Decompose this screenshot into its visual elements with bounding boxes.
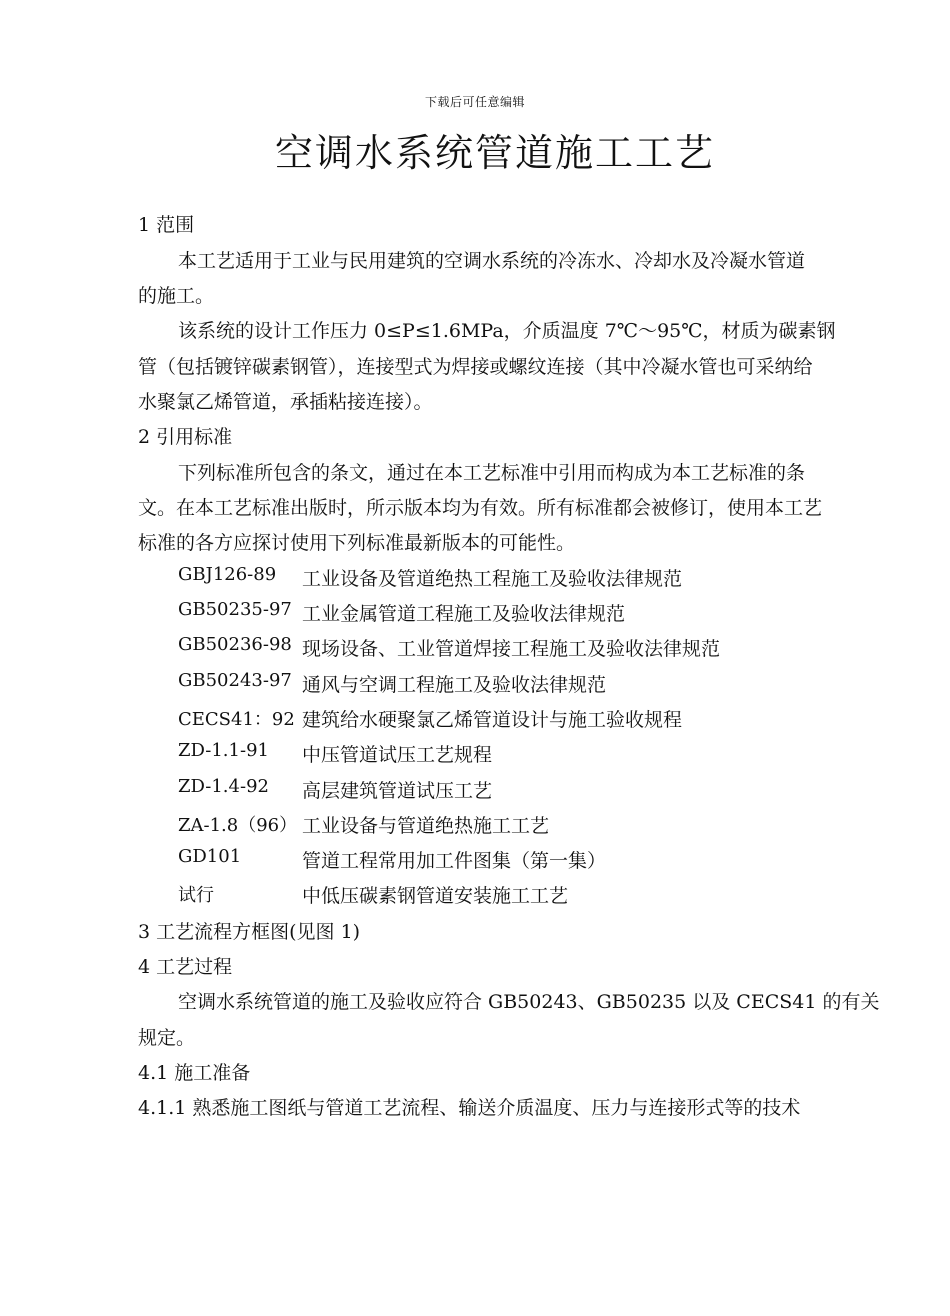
- section-1-heading: 1 范围: [138, 214, 195, 236]
- standard-name: 中压管道试压工艺规程: [302, 744, 493, 766]
- standard-name: 工业设备与管道绝热施工工艺: [302, 815, 550, 837]
- paragraph-line: 管（包括镀锌碳素钢管），连接型式为焊接或螺纹连接（其中冷凝水管也可采纳给: [138, 356, 813, 378]
- section-2-heading: 2 引用标准: [138, 426, 233, 448]
- header-note: 下载后可任意编辑: [424, 95, 525, 109]
- standard-code: ZD-1.4-92: [178, 776, 269, 797]
- standard-name: 中低压碳素钢管道安装施工工艺: [302, 885, 569, 907]
- paragraph-line: 该系统的设计工作压力 0≤P≤1.6MPa，介质温度 7℃～95℃，材质为碳素钢: [178, 320, 836, 342]
- standard-name: 管道工程常用加工件图集（第一集）: [302, 850, 607, 872]
- paragraph-line: 规定。: [138, 1027, 196, 1049]
- section-3-heading: 3 工艺流程方框图(见图 1): [138, 921, 361, 943]
- standard-code: 试行: [178, 885, 214, 906]
- paragraph-line: 水聚氯乙烯管道，承插粘接连接）。: [138, 391, 433, 413]
- section-4-heading: 4 工艺过程: [138, 956, 233, 978]
- subsection-4-1-heading: 4.1 施工准备: [138, 1062, 251, 1084]
- standard-name: 现场设备、工业管道焊接工程施工及验收法律规范: [302, 638, 721, 660]
- standard-name: 工业金属管道工程施工及验收法律规范: [302, 603, 626, 625]
- standard-code: GB50236-98: [178, 634, 292, 655]
- paragraph-line: 空调水系统管道的施工及验收应符合 GB50243、GB50235 以及 CECS41 的有关: [178, 991, 880, 1013]
- page-title: 空调水系统管道施工工艺: [274, 131, 715, 175]
- paragraph-line: 文。在本工艺标准出版时，所示版本均为有效。所有标准都会被修订，使用本工艺: [138, 497, 823, 519]
- standard-name: 建筑给水硬聚氯乙烯管道设计与施工验收规程: [302, 709, 683, 731]
- paragraph-line: 下列标准所包含的条文，通过在本工艺标准中引用而构成为本工艺标准的条: [178, 462, 806, 484]
- standard-code: GB50235-97: [178, 599, 292, 620]
- paragraph-line: 标准的各方应探讨使用下列标准最新版本的可能性。: [138, 532, 576, 554]
- standard-name: 高层建筑管道试压工艺: [302, 780, 493, 802]
- standard-code: GD101: [178, 846, 242, 867]
- subsection-4-1-1-line: 4.1.1 熟悉施工图纸与管道工艺流程、输送介质温度、压力与连接形式等的技术: [138, 1097, 801, 1119]
- standard-name: 通风与空调工程施工及验收法律规范: [302, 674, 607, 696]
- standard-code: GB50243-97: [178, 670, 292, 691]
- standard-code: ZD-1.1-91: [178, 740, 269, 761]
- standard-code: CECS41：92: [178, 709, 295, 730]
- paragraph-line: 本工艺适用于工业与民用建筑的空调水系统的冷冻水、冷却水及冷凝水管道: [178, 250, 806, 272]
- paragraph-line: 的施工。: [138, 285, 215, 307]
- standard-code: GBJ126-89: [178, 564, 277, 585]
- standard-code: ZA-1.8（96）: [178, 815, 298, 836]
- standard-name: 工业设备及管道绝热工程施工及验收法律规范: [302, 568, 683, 590]
